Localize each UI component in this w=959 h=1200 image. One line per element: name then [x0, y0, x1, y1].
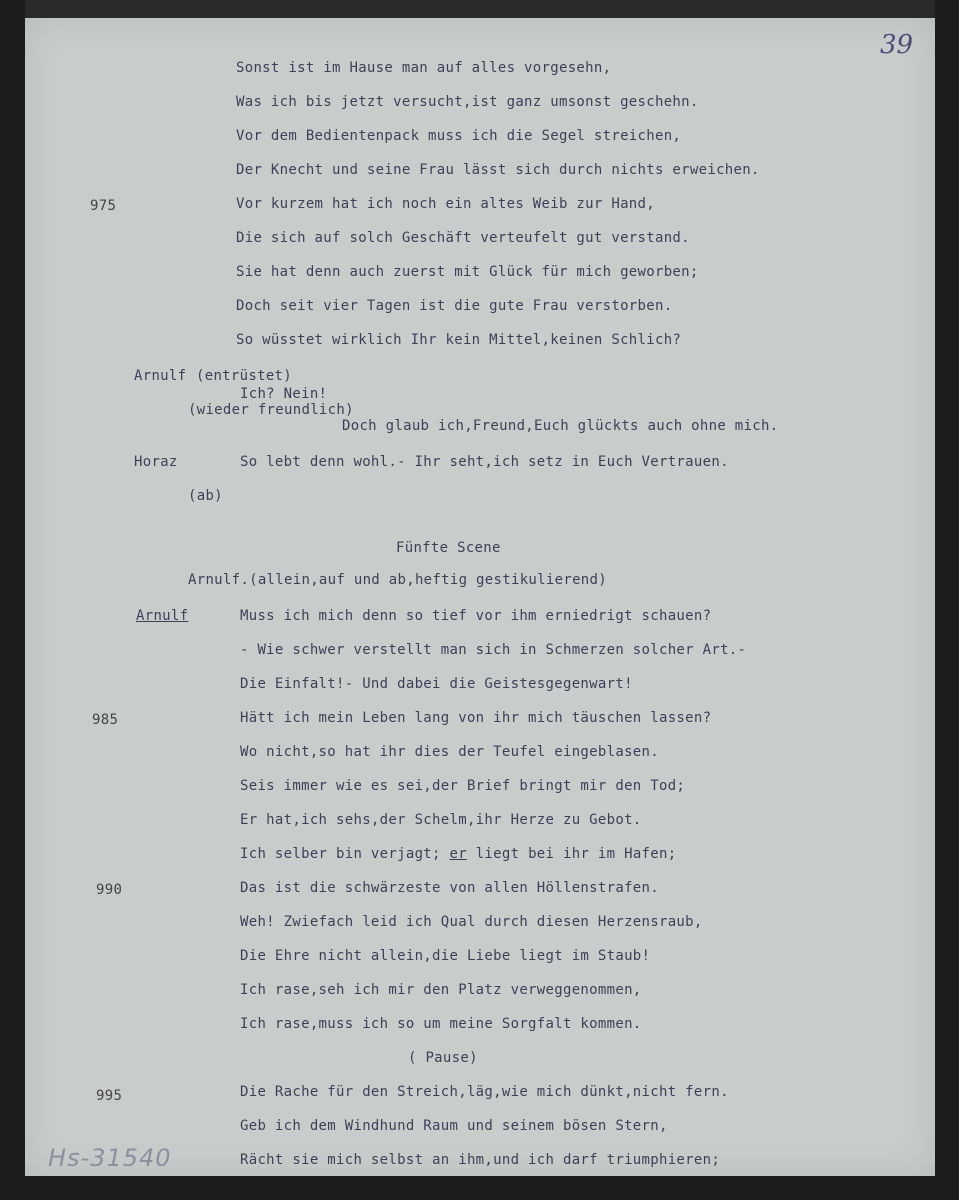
verse-line: Die Rache für den Streich,läg,wie mich dünkt,nicht fern.: [240, 1084, 729, 1100]
stage-direction: (entrüstet): [196, 368, 293, 384]
verse-line: Ich rase,muss ich so um meine Sorgfalt kommen.: [240, 1016, 642, 1032]
scene-title: Fünfte Scene: [396, 540, 501, 556]
verse-line: Wo nicht,so hat ihr dies der Teufel eingeblasen.: [240, 744, 659, 760]
scene-direction: Arnulf.(allein,auf und ab,heftig gestikulierend): [188, 572, 607, 588]
verse-line: So wüsstet wirklich Ihr kein Mittel,keinen Schlich?: [236, 332, 682, 348]
verse-line: Ich? Nein!: [240, 386, 328, 402]
verse-line: Rächt sie mich selbst an ihm,und ich darf triumphieren;: [240, 1152, 721, 1168]
stage-direction: ( Pause): [408, 1050, 478, 1066]
verse-line: Das ist die schwärzeste von allen Höllenstrafen.: [240, 880, 659, 896]
verse-line: Die sich auf solch Geschäft verteufelt gut verstand.: [236, 230, 690, 246]
verse-line: Vor kurzem hat ich noch ein altes Weib zur Hand,: [236, 196, 655, 212]
verse-line: Weh! Zwiefach leid ich Qual durch diesen Herzensraub,: [240, 914, 703, 930]
verse-line: Geb ich dem Windhund Raum und seinem bösen Stern,: [240, 1118, 668, 1134]
stage-direction: (ab): [188, 488, 223, 504]
verse-line: Er hat,ich sehs,der Schelm,ihr Herze zu Gebot.: [240, 812, 642, 828]
speaker-arnulf: Arnulf: [134, 368, 187, 384]
verse-line: Die Einfalt!- Und dabei die Geistesgegenwart!: [240, 676, 633, 692]
line-number: 985: [92, 712, 119, 728]
line-number: 995: [96, 1088, 123, 1104]
speaker-horaz: Horaz: [134, 454, 178, 470]
stage-direction: (wieder freundlich): [188, 402, 354, 418]
underlined-word: er: [449, 846, 467, 862]
verse-line: Der Knecht und seine Frau lässt sich durch nichts erweichen.: [236, 162, 760, 178]
verse-fragment: Ich selber bin verjagt;: [240, 846, 450, 862]
verse-line: [240, 846, 676, 862]
verse-line: Sonst ist im Hause man auf alles vorgesehn,: [236, 60, 612, 76]
verse-line: Was ich bis jetzt versucht,ist ganz umsonst geschehn.: [236, 94, 699, 110]
verse-fragment: liegt bei ihr im Hafen;: [466, 846, 677, 862]
line-number: 990: [96, 882, 123, 898]
scan-border-right: [935, 0, 959, 1200]
verse-line: Sie hat denn auch zuerst mit Glück für mich geworben;: [236, 264, 699, 280]
verse-line: Doch glaub ich,Freund,Euch glückts auch ohne mich.: [342, 418, 779, 434]
folio-number: 39: [880, 30, 914, 60]
shelfmark: Hs-31540: [48, 1144, 172, 1172]
verse-line: Muss ich mich denn so tief vor ihm erniedrigt schauen?: [240, 608, 712, 624]
verse-line: - Wie schwer verstellt man sich in Schmerzen solcher Art.-: [240, 642, 747, 658]
verse-line: Doch seit vier Tagen ist die gute Frau verstorben.: [236, 298, 673, 314]
scan-border-bottom: [0, 1176, 959, 1200]
speaker-arnulf: Arnulf: [136, 608, 189, 624]
verse-line: Vor dem Bedientenpack muss ich die Segel streichen,: [236, 128, 682, 144]
scan-border-left: [0, 0, 25, 1200]
verse-line: Die Ehre nicht allein,die Liebe liegt im Staub!: [240, 948, 651, 964]
typescript-page: [25, 18, 935, 1176]
verse-line: Hätt ich mein Leben lang von ihr mich täuschen lassen?: [240, 710, 712, 726]
line-number: 975: [90, 198, 117, 214]
verse-line: Ich rase,seh ich mir den Platz verweggenommen,: [240, 982, 642, 998]
verse-line: Seis immer wie es sei,der Brief bringt mir den Tod;: [240, 778, 686, 794]
verse-line: So lebt denn wohl.- Ihr seht,ich setz in Euch Vertrauen.: [240, 454, 729, 470]
